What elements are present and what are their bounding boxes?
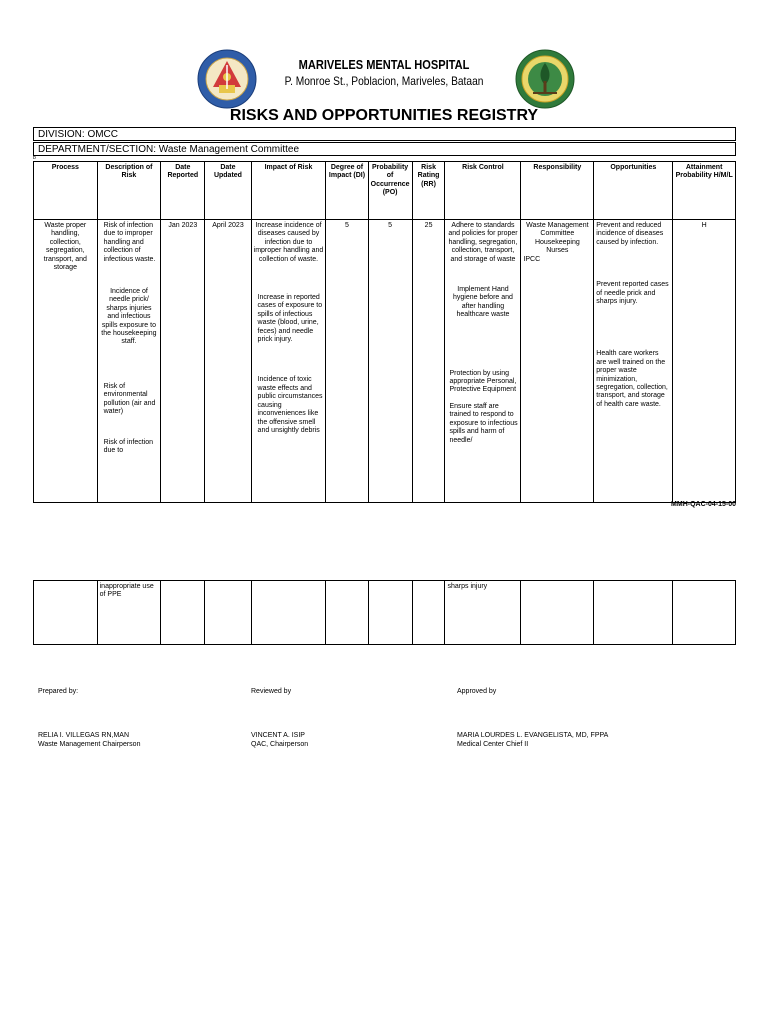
approved-by-block [457,687,608,749]
document-code: MMH-QAC-04-15-00 [671,501,736,508]
probability-cell [368,581,412,645]
department-value: Waste Management Committee [158,144,300,155]
attainment-cell: H [673,220,736,503]
process-cell [34,220,98,503]
column-header: Description of Risk [97,162,161,220]
process-cell [34,581,98,645]
prepared-by-block [38,687,140,749]
column-header: Probability of Occurrence (PO) [368,162,412,220]
column-header: Opportunities [594,162,673,220]
date-updated-cell [205,581,251,645]
impact-item: Increase in reported cases of exposure to spills of infectious waste (blood, urine, feces) and needle prick injury. [257,294,323,344]
process-text: Waste proper handling, collection, segregation, transport, and storage [43,222,87,272]
responsibility-item: Waste Management Committee [526,222,589,238]
continuation-table [33,580,736,645]
column-header: Process [34,162,98,220]
control-item: Adhere to standards and policies for proper handling, segregation, collection, transport, and storage of waste [448,222,518,263]
hospital-address: P. Monroe St., Poblacion, Mariveles, Bataan [284,74,484,88]
risk-item: Risk of infection due to improper handling and collection of infectious waste. [103,222,156,263]
opportunities-cell [594,220,673,503]
risk-control-cell: sharps injury [445,581,521,645]
division-row [33,127,736,141]
risk-description-cell [97,220,161,503]
risk-control-cell [445,220,521,503]
date-updated-cell: April 2023 [205,220,251,503]
opportunity-item: Prevent and reduced incidence of diseases caused by infection. [596,222,664,246]
approved-by-title: Medical Center Chief II [457,741,529,748]
tiny-mark: b [33,155,36,161]
probability-cell: 5 [368,220,412,503]
control-item: Protection by using appropriate Personal, Protective Equipment [449,369,517,394]
column-header: Date Reported [161,162,205,220]
reviewed-by-label: Reviewed by [251,688,292,695]
prepared-by-name: RELIA I. VILLEGAS RN,MAN [38,732,130,739]
impact-cell [251,581,326,645]
impact-item: Incidence of toxic waste effects and public circumstances causing inconveniences like the offensive smell and unsightly debris [257,376,323,434]
date-reported-cell [161,581,205,645]
table-header-row [34,162,736,220]
reviewed-by-block [251,687,308,749]
column-header: Risk Control [445,162,521,220]
risk-rating-cell [412,581,445,645]
risk-item: Risk of environmental pollution (air and water) [103,382,156,416]
column-header: Degree of Impact (DI) [326,162,368,220]
column-header: Date Updated [205,162,251,220]
column-header: Impact of Risk [251,162,326,220]
control-item: Implement Hand hygiene before and after handling healthcare waste [452,286,513,319]
document-title: RISKS AND OPPORTUNITIES REGISTRY [229,107,539,124]
prepared-by-label: Prepared by: [38,688,79,695]
table-row [34,220,736,503]
approved-by-name: MARIA LOURDES L. EVANGELISTA, MD, FPPA [457,732,609,739]
responsibility-cell [521,581,594,645]
risk-registry-table [33,161,736,503]
opportunity-item: Health care workers are well trained on the proper waste minimization, segregation, collection, transport, and storage of health care waste. [596,350,668,408]
hospital-name: MARIVELES MENTAL HOSPITAL [298,57,470,72]
risk-rating-cell: 25 [412,220,445,503]
control-item: Ensure staff are trained to respond to exposure to infectious spills and harm of needle/ [449,402,518,444]
responsibility-item: IPCC [523,255,541,263]
reviewed-by-title: QAC, Chairperson [251,741,309,748]
impact-item: Increase incidence of diseases caused by infection due to improper handling and collection of waste. [253,222,324,263]
date-reported-cell: Jan 2023 [161,220,205,503]
column-header: Responsibility [521,162,594,220]
mariveles-mental-hospital-seal-icon [515,49,575,109]
risk-description-cell: inappropriate use of PPE [97,581,161,645]
division-label: DIVISION: [38,129,88,140]
reviewed-by-name: VINCENT A. ISIP [251,732,305,739]
responsibility-item: Housekeeping [534,238,580,246]
risk-item: Risk of infection due to [103,438,154,454]
department-label: DEPARTMENT/SECTION: [38,144,159,155]
degree-of-impact-cell: 5 [326,220,368,503]
column-header: Risk Rating (RR) [412,162,445,220]
department-row [33,142,736,156]
responsibility-cell [521,220,594,503]
attainment-cell [673,581,736,645]
opportunity-item: Prevent reported cases of needle prick and sharps injury. [596,281,669,306]
degree-of-impact-cell [326,581,368,645]
table-row [34,581,736,645]
approved-by-label: Approved by [457,688,497,695]
risk-item: Incidence of needle prick/ sharps injuries and infectious spills exposure to the housekeeping staff. [101,288,157,346]
column-header: Attainment Probability H/M/L [673,162,736,220]
responsibility-item: Nurses [546,247,569,255]
prepared-by-title: Waste Management Chairperson [38,741,141,748]
opportunities-cell [594,581,673,645]
impact-cell [251,220,326,503]
division-value: OMCC [87,129,119,140]
